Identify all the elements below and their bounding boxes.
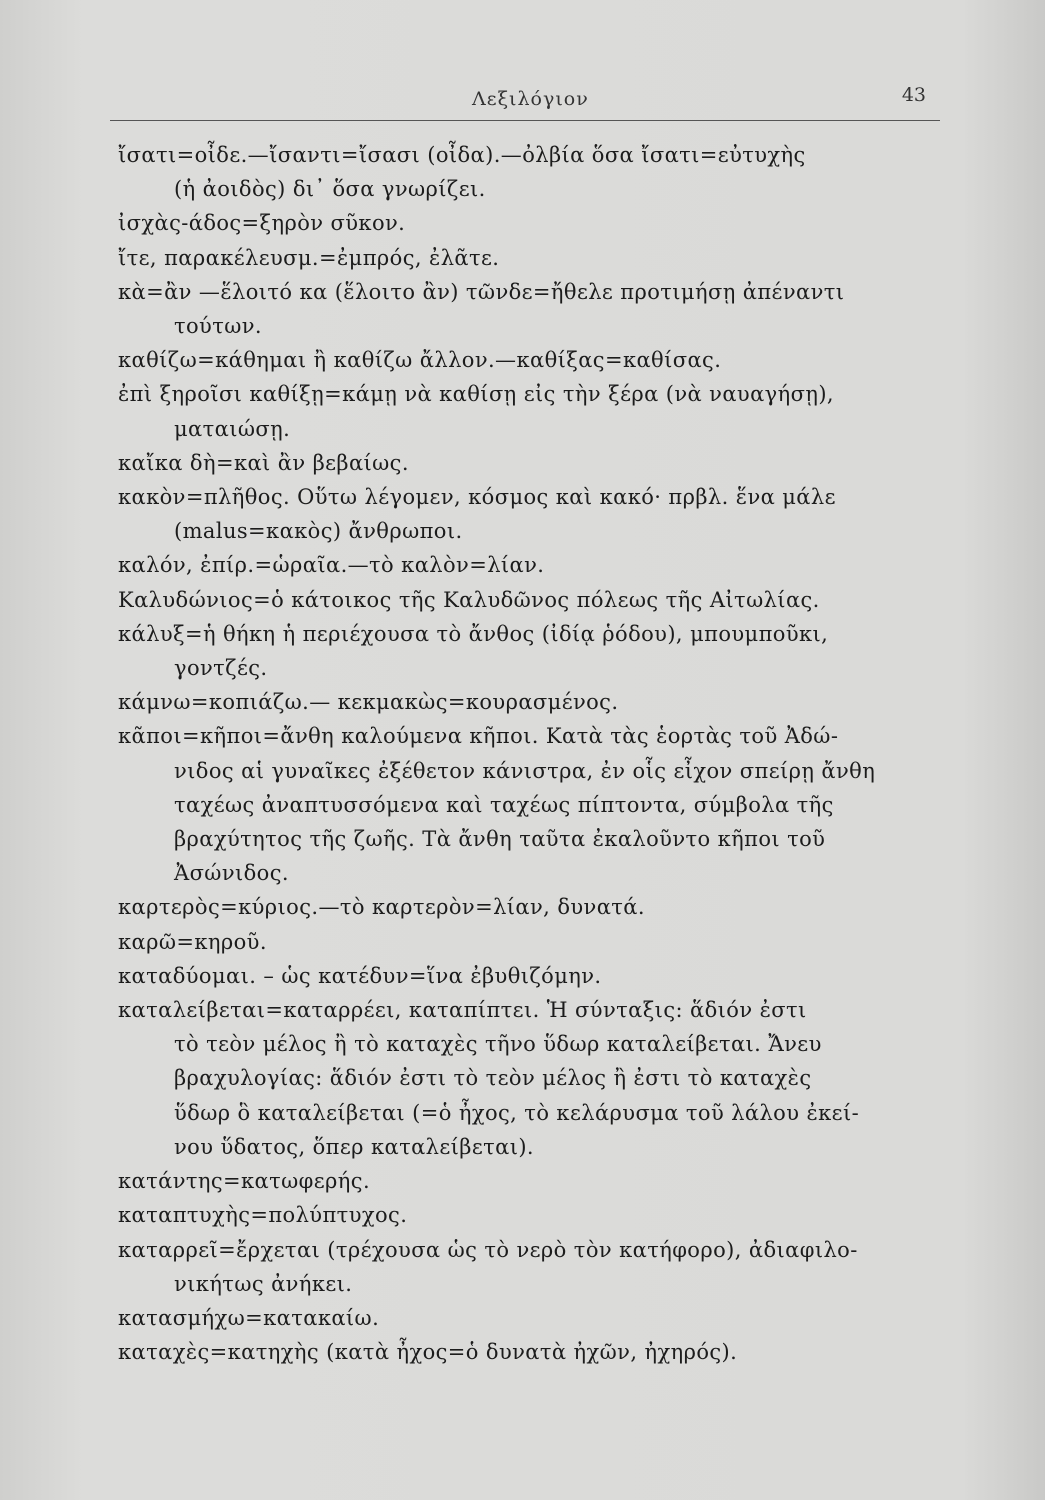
entry-headline: καλόν, ἐπίρ.=ὡραῖα.—τὸ καλὸν=λίαν. [118,553,545,578]
running-title: Λεξιλόγιον [472,88,589,110]
entry-continuation-line: Ἀσώνιδος. [174,861,289,886]
glossary-entry [118,275,960,343]
entry-continuation-line: βραχύτητος τῆς ζωῆς. Τὰ ἄνθη ταῦτα ἐκαλοῦντο κῆποι τοῦ [174,827,826,852]
entry-headline: ἐπὶ ξηροῖσι καθίξῃ=κάμῃ νὰ καθίσῃ εἰς τὴν ξέρα (νὰ ναυαγήσῃ), [118,382,834,407]
entry-headline: κάμνω=κοπιάζω.— κεκμακὼς=κουρασμένος. [118,690,619,715]
entry-headline: κάλυξ=ἡ θήκη ἡ περιέχουσα τὸ ἄνθος (ἰδίᾳ ῥόδου), μπουμποῦκι, [118,621,829,646]
entry-continuation-line: τούτων. [174,314,263,339]
glossary-entry [118,446,960,480]
header-rule [110,120,940,121]
entry-continuation-line: ταχέως ἀναπτυσσόμενα καὶ ταχέως πίπτοντα, σύμβολα τῆς [174,792,834,817]
entry-headline: ἰσχὰς-άδος=ξηρὸν σῦκον. [118,211,406,236]
entry-headline: κατάντης=κατωφερής. [118,1169,371,1194]
entry-headline: καταχὲς=κατηχὴς (κατὰ ἦχος=ὁ δυνατὰ ἠχῶν, ἠχηρός). [118,1340,738,1365]
page-number: 43 [901,84,926,106]
entry-headline: κᾶποι=κῆποι=ἄνθη καλούμενα κῆποι. Κατὰ τὰς ἑορτὰς τοῦ Ἀδώ- [118,724,839,749]
entry-continuation-line: (ἡ ἀοιδὸς) δι᾽ ὅσα γνωρίζει. [174,177,486,202]
glossary-entry [118,1301,960,1335]
entry-continuation-line: νου ὕδατος, ὅπερ καταλείβεται). [174,1134,535,1159]
glossary-entries [118,138,960,1369]
entry-headline: καταδύομαι. – ὡς κατέδυν=ἵνα ἐβυθιζόμην. [118,963,602,988]
page-header [110,82,940,122]
glossary-entry [118,377,960,445]
entry-headline: καρῶ=κηροῦ. [118,929,267,954]
entry-headline: καταρρεῖ=ἔρχεται (τρέχουσα ὡς τὸ νερὸ τὸν κατήφορο), ἀδιαφιλο- [118,1237,858,1262]
glossary-entry [118,890,960,924]
entry-headline: καθίζω=κάθημαι ἢ καθίζω ἄλλον.—καθίξας=καθίσας. [118,348,722,373]
entry-continuation-line: νιδος αἱ γυναῖκες ἐξέθετον κάνιστρα, ἐν οἷς εἶχον σπείρῃ ἄνθη [174,758,876,783]
glossary-entry [118,1233,960,1301]
entry-headline: καἴκα δὴ=καὶ ἂν βεβαίως. [118,450,409,475]
glossary-entry [118,241,960,275]
entry-headline: κὰ=ἂν —ἕλοιτό κα (ἕλοιτο ἂν) τῶνδε=ἤθελε προτιμήσῃ ἀπέναντι [118,279,845,304]
glossary-entry [118,1335,960,1369]
entry-continuation-line: νικήτως ἀνήκει. [174,1271,353,1296]
glossary-entry [118,206,960,240]
entry-continuation-line: ματαιώσῃ. [174,416,291,441]
glossary-entry [118,1164,960,1198]
entry-continuation-line: ὕδωρ ὃ καταλείβεται (=ὁ ἦχος, τὸ κελάρυσμα τοῦ λάλου ἐκεί- [174,1100,860,1125]
glossary-entry [118,343,960,377]
entry-continuation-line: (malus=κακὸς) ἄνθρωποι. [174,519,463,544]
entry-headline: κακὸν=πλῆθος. Οὕτω λέγομεν, κόσμος καὶ κακό· πρβλ. ἕνα μάλε [118,485,836,510]
entry-continuation-line: βραχυλογίας: ἅδιόν ἐστι τὸ τεὸν μέλος ἢ ἐστι τὸ καταχὲς [174,1066,812,1091]
glossary-entry [118,548,960,582]
glossary-entry [118,959,960,993]
entry-headline: ἴσατι=οἶδε.—ἴσαντι=ἴσασι (οἶδα).—ὀλβία ὅσα ἴσατι=εὐτυχὴς [118,143,806,167]
glossary-entry [118,1198,960,1232]
entry-headline: καρτερὸς=κύριος.—τὸ καρτερὸν=λίαν, δυνατά. [118,895,645,920]
entry-continuation-line: τὸ τεὸν μέλος ἢ τὸ καταχὲς τῆνο ὕδωρ καταλείβεται. Ἄνευ [174,1032,822,1057]
entry-continuation-line: γοντζές. [174,656,268,681]
glossary-entry [118,583,960,617]
glossary-entry [118,925,960,959]
glossary-entry [118,685,960,719]
glossary-entry [118,617,960,685]
entry-headline: ἴτε, παρακέλευσμ.=ἐμπρός, ἐλᾶτε. [118,245,500,270]
entry-headline: Καλυδώνιος=ὁ κάτοικος τῆς Καλυδῶνος πόλεως τῆς Αἰτωλίας. [118,587,820,612]
glossary-entry [118,719,960,890]
entry-headline: κατασμήχω=κατακαίω. [118,1305,380,1330]
glossary-entry [118,138,960,206]
glossary-entry [118,993,960,1164]
entry-headline: καταλείβεται=καταρρέει, καταπίπτει. Ἡ σύνταξις: ἅδιόν ἐστι [118,998,807,1023]
entry-headline: καταπτυχὴς=πολύπτυχος. [118,1203,408,1228]
glossary-entry [118,480,960,548]
